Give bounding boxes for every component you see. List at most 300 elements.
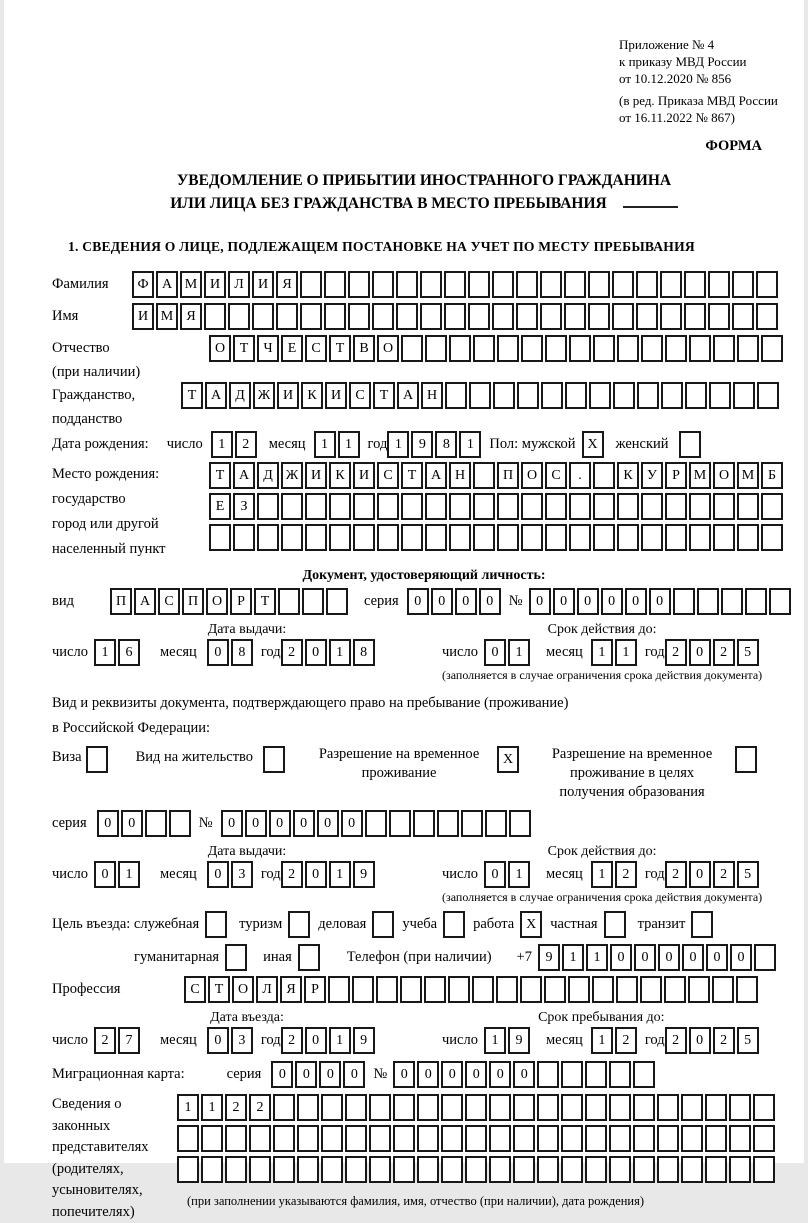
char-cell[interactable] (257, 524, 279, 551)
char-cell[interactable]: Е (209, 493, 231, 520)
char-cell[interactable] (401, 493, 423, 520)
char-cell[interactable]: И (204, 271, 226, 298)
char-cell[interactable] (177, 1156, 199, 1183)
char-cell[interactable] (737, 335, 759, 362)
char-cell[interactable]: 0 (625, 588, 647, 615)
char-cell[interactable]: 0 (610, 944, 632, 971)
char-cell[interactable] (640, 976, 662, 1003)
char-cell[interactable] (298, 944, 320, 971)
char-cell[interactable] (513, 1094, 535, 1121)
char-cell[interactable]: 2 (713, 861, 735, 888)
char-cell[interactable] (389, 810, 411, 837)
char-cell[interactable]: 0 (455, 588, 477, 615)
char-cell[interactable]: 1 (94, 639, 116, 666)
char-cell[interactable] (273, 1156, 295, 1183)
char-cell[interactable] (263, 746, 285, 773)
char-cell[interactable] (417, 1125, 439, 1152)
char-cell[interactable] (633, 1156, 655, 1183)
char-cell[interactable] (737, 493, 759, 520)
char-cell[interactable]: 0 (295, 1061, 317, 1088)
char-cell[interactable] (712, 976, 734, 1003)
char-cell[interactable] (300, 271, 322, 298)
char-cell[interactable] (345, 1125, 367, 1152)
char-cell[interactable]: 0 (706, 944, 728, 971)
char-cell[interactable]: И (353, 462, 375, 489)
char-cell[interactable]: К (617, 462, 639, 489)
char-cell[interactable]: Р (665, 462, 687, 489)
char-cell[interactable]: А (397, 382, 419, 409)
char-cell[interactable] (732, 271, 754, 298)
char-cell[interactable]: 1 (459, 431, 481, 458)
char-cell[interactable] (612, 303, 634, 330)
char-cell[interactable] (545, 493, 567, 520)
char-cell[interactable]: Р (304, 976, 326, 1003)
char-cell[interactable] (297, 1094, 319, 1121)
char-cell[interactable]: 1 (314, 431, 336, 458)
char-cell[interactable] (657, 1125, 679, 1152)
char-cell[interactable]: С (377, 462, 399, 489)
char-cell[interactable]: 9 (353, 1027, 375, 1054)
char-cell[interactable] (613, 382, 635, 409)
char-cell[interactable] (461, 810, 483, 837)
char-cell[interactable]: 8 (231, 639, 253, 666)
char-cell[interactable] (561, 1156, 583, 1183)
char-cell[interactable] (769, 588, 791, 615)
char-cell[interactable] (372, 303, 394, 330)
char-cell[interactable] (489, 1125, 511, 1152)
char-cell[interactable]: А (156, 271, 178, 298)
char-cell[interactable]: 0 (441, 1061, 463, 1088)
char-cell[interactable]: О (521, 462, 543, 489)
char-cell[interactable] (396, 271, 418, 298)
char-cell[interactable] (326, 588, 348, 615)
char-cell[interactable]: 1 (591, 861, 613, 888)
char-cell[interactable]: 0 (465, 1061, 487, 1088)
char-cell[interactable] (201, 1125, 223, 1152)
char-cell[interactable]: М (156, 303, 178, 330)
char-cell[interactable]: С (349, 382, 371, 409)
char-cell[interactable]: 0 (407, 588, 429, 615)
char-cell[interactable] (328, 976, 350, 1003)
char-cell[interactable] (657, 1156, 679, 1183)
char-cell[interactable]: С (158, 588, 180, 615)
char-cell[interactable] (681, 1094, 703, 1121)
char-cell[interactable] (365, 810, 387, 837)
char-cell[interactable] (393, 1125, 415, 1152)
char-cell[interactable]: 6 (118, 639, 140, 666)
char-cell[interactable]: 9 (508, 1027, 530, 1054)
char-cell[interactable] (569, 493, 591, 520)
char-cell[interactable] (369, 1156, 391, 1183)
char-cell[interactable]: 1 (201, 1094, 223, 1121)
char-cell[interactable]: . (569, 462, 591, 489)
char-cell[interactable] (757, 382, 779, 409)
char-cell[interactable] (465, 1125, 487, 1152)
char-cell[interactable] (537, 1125, 559, 1152)
char-cell[interactable] (761, 524, 783, 551)
char-cell[interactable] (177, 1125, 199, 1152)
char-cell[interactable]: 3 (231, 1027, 253, 1054)
char-cell[interactable] (689, 335, 711, 362)
char-cell[interactable] (496, 976, 518, 1003)
char-cell[interactable]: А (233, 462, 255, 489)
char-cell[interactable] (641, 335, 663, 362)
char-cell[interactable] (641, 524, 663, 551)
char-cell[interactable] (616, 976, 638, 1003)
char-cell[interactable]: 1 (329, 639, 351, 666)
char-cell[interactable]: И (252, 271, 274, 298)
char-cell[interactable]: Т (233, 335, 255, 362)
char-cell[interactable] (729, 1156, 751, 1183)
char-cell[interactable]: 0 (293, 810, 315, 837)
char-cell[interactable]: Т (401, 462, 423, 489)
char-cell[interactable] (441, 1156, 463, 1183)
char-cell[interactable] (225, 1125, 247, 1152)
char-cell[interactable]: Л (228, 271, 250, 298)
char-cell[interactable] (617, 524, 639, 551)
char-cell[interactable] (225, 944, 247, 971)
char-cell[interactable] (417, 1094, 439, 1121)
char-cell[interactable]: 0 (529, 588, 551, 615)
char-cell[interactable] (753, 1156, 775, 1183)
char-cell[interactable]: 2 (225, 1094, 247, 1121)
char-cell[interactable]: 0 (221, 810, 243, 837)
char-cell[interactable] (521, 524, 543, 551)
char-cell[interactable] (401, 335, 423, 362)
char-cell[interactable] (492, 303, 514, 330)
char-cell[interactable]: 2 (665, 1027, 687, 1054)
char-cell[interactable]: 0 (513, 1061, 535, 1088)
char-cell[interactable]: 0 (245, 810, 267, 837)
char-cell[interactable]: Д (229, 382, 251, 409)
char-cell[interactable]: 0 (601, 588, 623, 615)
char-cell[interactable] (544, 976, 566, 1003)
char-cell[interactable] (345, 1094, 367, 1121)
char-cell[interactable] (297, 1156, 319, 1183)
char-cell[interactable] (753, 1094, 775, 1121)
char-cell[interactable]: 0 (94, 861, 116, 888)
char-cell[interactable]: 0 (577, 588, 599, 615)
char-cell[interactable]: М (180, 271, 202, 298)
char-cell[interactable] (353, 493, 375, 520)
char-cell[interactable] (517, 382, 539, 409)
char-cell[interactable] (588, 271, 610, 298)
char-cell[interactable]: Ф (132, 271, 154, 298)
char-cell[interactable] (569, 524, 591, 551)
char-cell[interactable]: Я (180, 303, 202, 330)
char-cell[interactable] (689, 493, 711, 520)
char-cell[interactable]: 0 (484, 639, 506, 666)
char-cell[interactable]: 0 (634, 944, 656, 971)
char-cell[interactable]: А (425, 462, 447, 489)
char-cell[interactable] (352, 976, 374, 1003)
char-cell[interactable] (585, 1156, 607, 1183)
char-cell[interactable] (302, 588, 324, 615)
char-cell[interactable] (561, 1061, 583, 1088)
char-cell[interactable] (300, 303, 322, 330)
char-cell[interactable] (713, 335, 735, 362)
char-cell[interactable] (612, 271, 634, 298)
char-cell[interactable] (204, 303, 226, 330)
char-cell[interactable]: 0 (305, 1027, 327, 1054)
char-cell[interactable]: О (377, 335, 399, 362)
char-cell[interactable]: 0 (689, 639, 711, 666)
char-cell[interactable] (273, 1094, 295, 1121)
char-cell[interactable] (86, 746, 108, 773)
char-cell[interactable]: Т (208, 976, 230, 1003)
char-cell[interactable] (673, 588, 695, 615)
char-cell[interactable]: Т (254, 588, 276, 615)
char-cell[interactable]: Т (181, 382, 203, 409)
char-cell[interactable] (445, 382, 467, 409)
char-cell[interactable] (369, 1125, 391, 1152)
char-cell[interactable] (413, 810, 435, 837)
char-cell[interactable]: 1 (329, 1027, 351, 1054)
char-cell[interactable] (424, 976, 446, 1003)
char-cell[interactable] (497, 524, 519, 551)
char-cell[interactable] (540, 271, 562, 298)
char-cell[interactable] (657, 1094, 679, 1121)
char-cell[interactable] (735, 746, 757, 773)
char-cell[interactable] (473, 335, 495, 362)
char-cell[interactable] (169, 810, 191, 837)
char-cell[interactable] (377, 493, 399, 520)
char-cell[interactable] (281, 524, 303, 551)
char-cell[interactable]: 0 (689, 1027, 711, 1054)
char-cell[interactable] (372, 911, 394, 938)
char-cell[interactable]: 3 (231, 861, 253, 888)
char-cell[interactable]: 9 (411, 431, 433, 458)
char-cell[interactable] (705, 1125, 727, 1152)
char-cell[interactable] (617, 493, 639, 520)
char-cell[interactable] (485, 810, 507, 837)
char-cell[interactable]: 2 (713, 1027, 735, 1054)
char-cell[interactable]: О (209, 335, 231, 362)
char-cell[interactable] (697, 588, 719, 615)
char-cell[interactable] (754, 944, 776, 971)
char-cell[interactable]: 0 (305, 861, 327, 888)
char-cell[interactable]: 2 (281, 639, 303, 666)
char-cell[interactable] (329, 493, 351, 520)
char-cell[interactable]: И (325, 382, 347, 409)
char-cell[interactable] (369, 1094, 391, 1121)
char-cell[interactable] (660, 303, 682, 330)
char-cell[interactable] (633, 1125, 655, 1152)
char-cell[interactable] (585, 1125, 607, 1152)
char-cell[interactable]: 0 (553, 588, 575, 615)
char-cell[interactable] (497, 335, 519, 362)
char-cell[interactable] (249, 1156, 271, 1183)
char-cell[interactable]: 2 (665, 861, 687, 888)
char-cell[interactable] (425, 493, 447, 520)
char-cell[interactable] (736, 976, 758, 1003)
char-cell[interactable]: 0 (319, 1061, 341, 1088)
char-cell[interactable]: 0 (207, 1027, 229, 1054)
char-cell[interactable]: П (182, 588, 204, 615)
char-cell[interactable]: К (301, 382, 323, 409)
char-cell[interactable] (473, 462, 495, 489)
char-cell[interactable] (249, 1125, 271, 1152)
char-cell[interactable]: Т (209, 462, 231, 489)
char-cell[interactable] (609, 1061, 631, 1088)
char-cell[interactable]: 1 (591, 639, 613, 666)
char-cell[interactable] (324, 271, 346, 298)
char-cell[interactable] (273, 1125, 295, 1152)
char-cell[interactable] (257, 493, 279, 520)
char-cell[interactable]: У (641, 462, 663, 489)
char-cell[interactable] (329, 524, 351, 551)
char-cell[interactable] (345, 1156, 367, 1183)
char-cell[interactable]: О (232, 976, 254, 1003)
char-cell[interactable] (761, 335, 783, 362)
char-cell[interactable] (252, 303, 274, 330)
char-cell[interactable] (353, 524, 375, 551)
char-cell[interactable] (472, 976, 494, 1003)
char-cell[interactable]: Я (276, 271, 298, 298)
char-cell[interactable] (493, 382, 515, 409)
char-cell[interactable]: X (582, 431, 604, 458)
char-cell[interactable]: 1 (508, 639, 530, 666)
char-cell[interactable]: 0 (271, 1061, 293, 1088)
char-cell[interactable] (585, 1094, 607, 1121)
char-cell[interactable]: 0 (484, 861, 506, 888)
char-cell[interactable]: 9 (353, 861, 375, 888)
char-cell[interactable] (305, 524, 327, 551)
char-cell[interactable] (588, 303, 610, 330)
char-cell[interactable] (441, 1125, 463, 1152)
char-cell[interactable] (708, 271, 730, 298)
char-cell[interactable] (444, 271, 466, 298)
char-cell[interactable] (636, 303, 658, 330)
char-cell[interactable] (288, 911, 310, 938)
char-cell[interactable] (281, 493, 303, 520)
char-cell[interactable] (348, 271, 370, 298)
char-cell[interactable]: Ч (257, 335, 279, 362)
char-cell[interactable] (604, 911, 626, 938)
char-cell[interactable] (691, 911, 713, 938)
char-cell[interactable] (756, 303, 778, 330)
char-cell[interactable]: 1 (329, 861, 351, 888)
char-cell[interactable]: Ж (281, 462, 303, 489)
char-cell[interactable] (305, 493, 327, 520)
char-cell[interactable]: Д (257, 462, 279, 489)
char-cell[interactable]: X (520, 911, 542, 938)
char-cell[interactable] (537, 1094, 559, 1121)
char-cell[interactable]: 8 (353, 639, 375, 666)
char-cell[interactable]: Н (421, 382, 443, 409)
char-cell[interactable]: 2 (615, 1027, 637, 1054)
char-cell[interactable]: 1 (338, 431, 360, 458)
char-cell[interactable]: Е (281, 335, 303, 362)
char-cell[interactable] (684, 303, 706, 330)
char-cell[interactable]: 1 (177, 1094, 199, 1121)
char-cell[interactable]: 1 (562, 944, 584, 971)
char-cell[interactable] (679, 431, 701, 458)
char-cell[interactable] (521, 493, 543, 520)
char-cell[interactable] (465, 1094, 487, 1121)
char-cell[interactable]: 9 (538, 944, 560, 971)
char-cell[interactable]: К (329, 462, 351, 489)
char-cell[interactable] (205, 911, 227, 938)
char-cell[interactable] (201, 1156, 223, 1183)
char-cell[interactable] (617, 335, 639, 362)
char-cell[interactable] (569, 335, 591, 362)
char-cell[interactable]: 2 (281, 861, 303, 888)
char-cell[interactable] (684, 271, 706, 298)
char-cell[interactable] (585, 1061, 607, 1088)
char-cell[interactable] (377, 524, 399, 551)
char-cell[interactable] (665, 335, 687, 362)
char-cell[interactable] (685, 382, 707, 409)
char-cell[interactable] (589, 382, 611, 409)
char-cell[interactable]: 5 (737, 861, 759, 888)
char-cell[interactable] (228, 303, 250, 330)
char-cell[interactable] (400, 976, 422, 1003)
char-cell[interactable]: Ж (253, 382, 275, 409)
char-cell[interactable] (321, 1125, 343, 1152)
char-cell[interactable] (516, 303, 538, 330)
char-cell[interactable]: 1 (118, 861, 140, 888)
char-cell[interactable] (449, 335, 471, 362)
char-cell[interactable] (233, 524, 255, 551)
char-cell[interactable] (509, 810, 531, 837)
char-cell[interactable]: 0 (479, 588, 501, 615)
char-cell[interactable]: Т (329, 335, 351, 362)
char-cell[interactable] (376, 976, 398, 1003)
char-cell[interactable] (565, 382, 587, 409)
char-cell[interactable]: 0 (730, 944, 752, 971)
char-cell[interactable] (729, 1094, 751, 1121)
char-cell[interactable]: З (233, 493, 255, 520)
char-cell[interactable]: О (713, 462, 735, 489)
char-cell[interactable]: А (134, 588, 156, 615)
char-cell[interactable]: 0 (341, 810, 363, 837)
char-cell[interactable] (420, 303, 442, 330)
char-cell[interactable] (513, 1125, 535, 1152)
char-cell[interactable] (145, 810, 167, 837)
char-cell[interactable]: 5 (737, 1027, 759, 1054)
char-cell[interactable] (513, 1156, 535, 1183)
char-cell[interactable]: 0 (343, 1061, 365, 1088)
char-cell[interactable] (449, 524, 471, 551)
char-cell[interactable] (745, 588, 767, 615)
char-cell[interactable] (425, 335, 447, 362)
char-cell[interactable] (761, 493, 783, 520)
char-cell[interactable] (609, 1156, 631, 1183)
char-cell[interactable]: 2 (713, 639, 735, 666)
char-cell[interactable]: 5 (737, 639, 759, 666)
char-cell[interactable] (564, 271, 586, 298)
char-cell[interactable] (520, 976, 542, 1003)
char-cell[interactable]: 1 (615, 639, 637, 666)
char-cell[interactable] (393, 1156, 415, 1183)
char-cell[interactable] (733, 382, 755, 409)
char-cell[interactable]: 0 (417, 1061, 439, 1088)
char-cell[interactable]: 1 (484, 1027, 506, 1054)
char-cell[interactable]: 1 (387, 431, 409, 458)
char-cell[interactable] (537, 1061, 559, 1088)
char-cell[interactable] (737, 524, 759, 551)
char-cell[interactable] (681, 1125, 703, 1152)
char-cell[interactable]: И (277, 382, 299, 409)
char-cell[interactable]: М (689, 462, 711, 489)
char-cell[interactable]: С (184, 976, 206, 1003)
char-cell[interactable]: 1 (591, 1027, 613, 1054)
char-cell[interactable] (561, 1094, 583, 1121)
char-cell[interactable]: 0 (121, 810, 143, 837)
char-cell[interactable] (705, 1156, 727, 1183)
char-cell[interactable]: 0 (305, 639, 327, 666)
